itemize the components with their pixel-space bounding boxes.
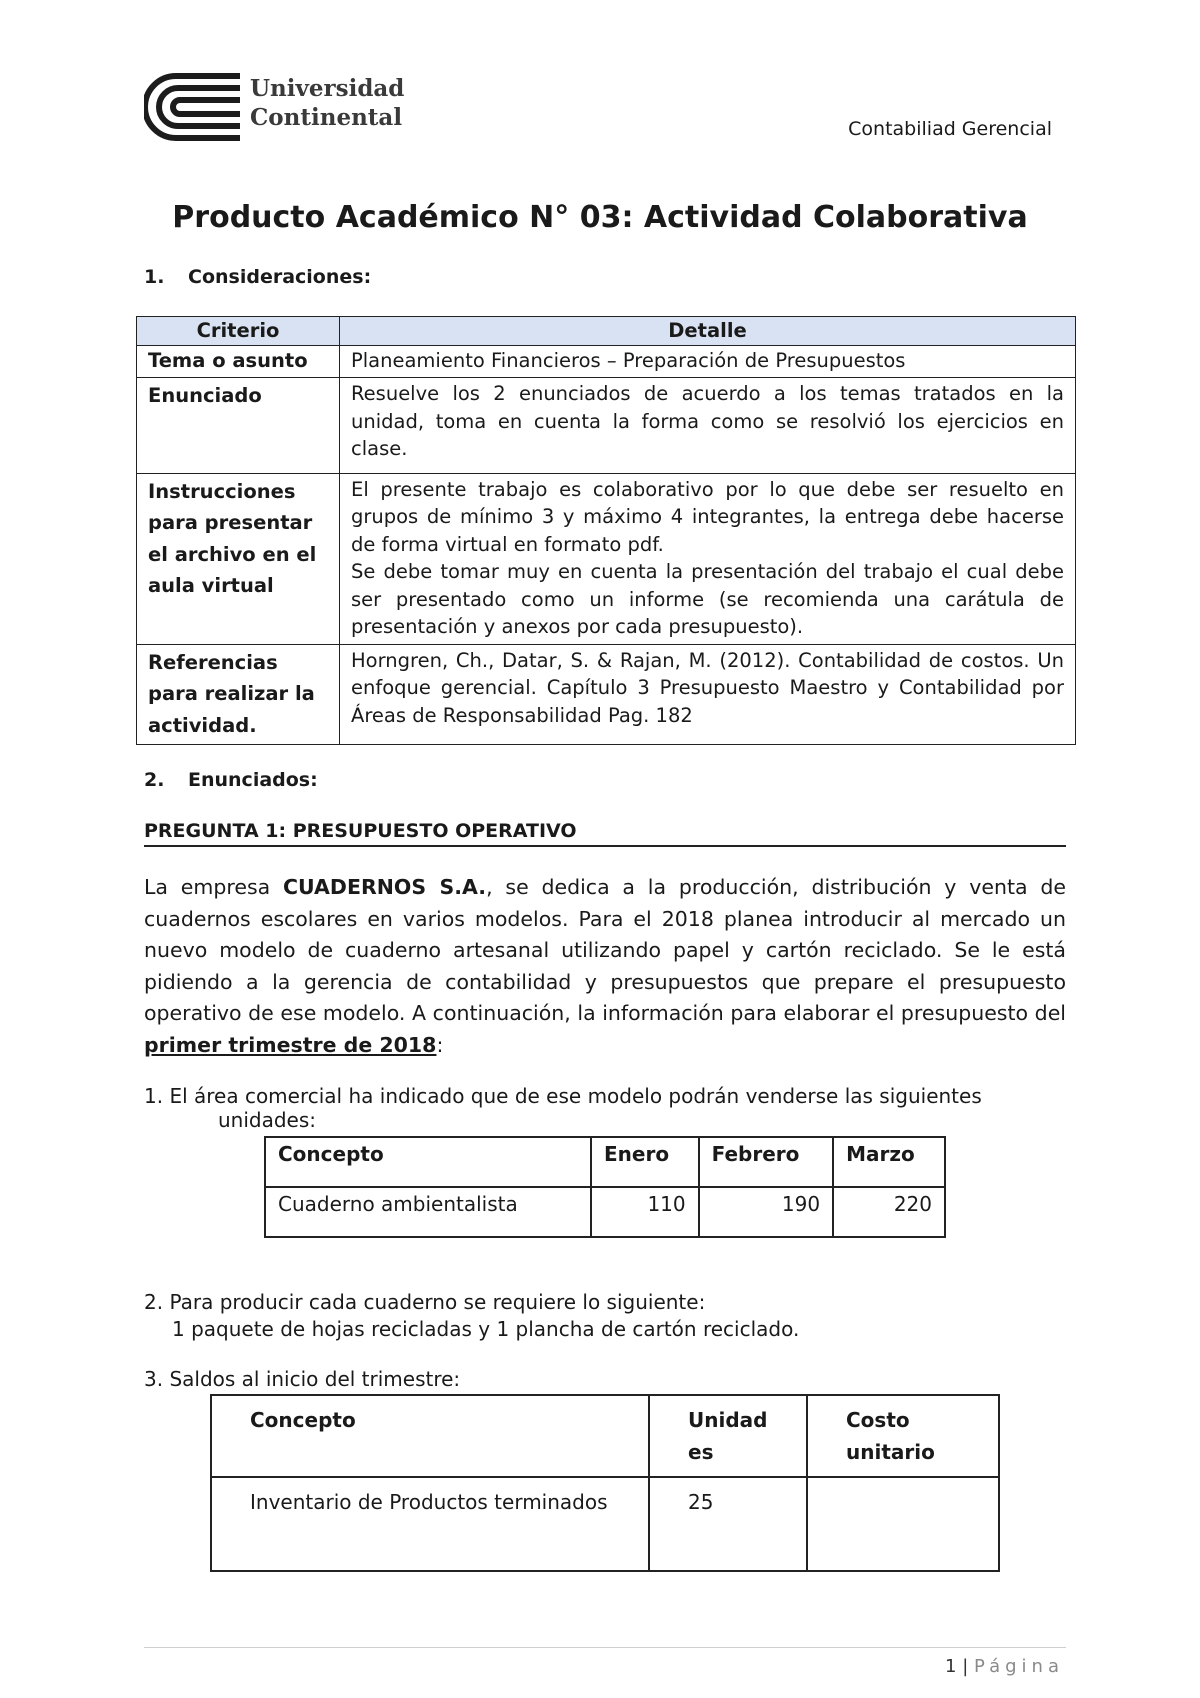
costo-cell [807, 1477, 999, 1571]
detalle-cell: Horngren, Ch., Datar, S. & Rajan, M. (2012). Contabilidad de costos. Un enfoque gerencial. Capítulo 3 Presupuesto Maestro y Contabilidad por Áreas de Responsabilidad Pag. 182 [340, 644, 1076, 745]
course-name: Contabiliad Gerencial [848, 118, 1052, 140]
company-name: CUADERNOS S.A. [283, 875, 487, 899]
footer-divider [144, 1647, 1066, 1648]
item-1-line1: 1. El área comercial ha indicado que de ese modelo podrán venderse las siguientes [144, 1084, 982, 1108]
detalle-cell: Planeamiento Financieros – Preparación de Presupuestos [340, 346, 1076, 378]
section-enunciados: 2. Enunciados: [144, 769, 318, 791]
table-row [137, 473, 1076, 644]
opening-balances-table [210, 1394, 1000, 1572]
table-header-row [265, 1137, 945, 1187]
table-header-row [211, 1395, 999, 1477]
detalle-cell: El presente trabajo es colaborativo por lo que debe ser resuelto en grupos de mínimo 3 y máximo 4 integrantes, la entrega debe hacerse de forma virtual en formato pdf. Se debe tomar muy en cuenta la presentación del trabajo el cual debe ser presentado como un informe (se recomienda una carátula de presentación y anexos por cada presupuesto). [340, 473, 1076, 644]
header-detalle: Detalle [340, 317, 1076, 346]
unidades-cell: 25 [649, 1477, 807, 1571]
criterio-cell: Instrucciones para presentar el archivo en el aula virtual [137, 473, 340, 644]
header-enero: Enero [591, 1137, 699, 1187]
table-row [211, 1477, 999, 1571]
enero-cell: 110 [591, 1187, 699, 1237]
criterio-cell: Referencias para realizar la actividad. [137, 644, 340, 745]
header-concepto: Concepto [211, 1395, 649, 1477]
header-costo-unitario: Costo unitario [807, 1395, 999, 1477]
period-highlight: primer trimestre de 2018 [144, 1032, 437, 1057]
section-consideraciones: 1. Consideraciones: [144, 266, 372, 288]
table-row [137, 346, 1076, 378]
header-marzo: Marzo [833, 1137, 945, 1187]
febrero-cell: 190 [699, 1187, 833, 1237]
considerations-table [136, 316, 1076, 745]
table-row [137, 378, 1076, 474]
page-number: 1 [945, 1656, 957, 1677]
table-row [265, 1187, 945, 1237]
page-label: Página [974, 1656, 1064, 1677]
header-unidades: Unidades [649, 1395, 807, 1477]
concepto-cell: Cuaderno ambientalista [265, 1187, 591, 1237]
page-footer: 1 | Página [945, 1656, 1064, 1677]
criterio-cell: Tema o asunto [137, 346, 340, 378]
header-concepto: Concepto [265, 1137, 591, 1187]
question-heading: PREGUNTA 1: PRESUPUESTO OPERATIVO [144, 820, 1066, 847]
item-2-line2: 1 paquete de hojas recicladas y 1 plancha de cartón reciclado. [172, 1317, 800, 1341]
table-header-row [137, 317, 1076, 346]
header-criterio: Criterio [137, 317, 340, 346]
criterio-cell: Enunciado [137, 378, 340, 474]
marzo-cell: 220 [833, 1187, 945, 1237]
table-row [137, 644, 1076, 745]
item-1-line2: unidades: [218, 1108, 317, 1132]
question-paragraph: La empresa CUADERNOS S.A., se dedica a la producción, distribución y venta de cuadernos escolares en varios modelos. Para el 2018 planea introducir al mercado un nuevo modelo de cuaderno artesanal utilizando papel y cartón reciclado. Se le está pidiendo a la gerencia de contabilidad y presupuestos que prepare el presupuesto operativo de ese modelo. A continuación, la información para elaborar el presupuesto del primer trimestre de 2018: [144, 875, 1066, 1057]
detalle-cell: Resuelve los 2 enunciados de acuerdo a los temas tratados en la unidad, toma en cuenta la forma como se resolvió los ejercicios en clase. [340, 378, 1076, 474]
concepto-cell: Inventario de Productos terminados [211, 1477, 649, 1571]
university-name: Universidad Continental [250, 75, 405, 131]
page-title: Producto Académico N° 03: Actividad Colaborativa [172, 200, 1028, 235]
item-3-line1: 3. Saldos al inicio del trimestre: [144, 1367, 461, 1391]
sales-units-table [264, 1136, 946, 1238]
item-2-line1: 2. Para producir cada cuaderno se requiere lo siguiente: [144, 1290, 706, 1314]
header-febrero: Febrero [699, 1137, 833, 1187]
